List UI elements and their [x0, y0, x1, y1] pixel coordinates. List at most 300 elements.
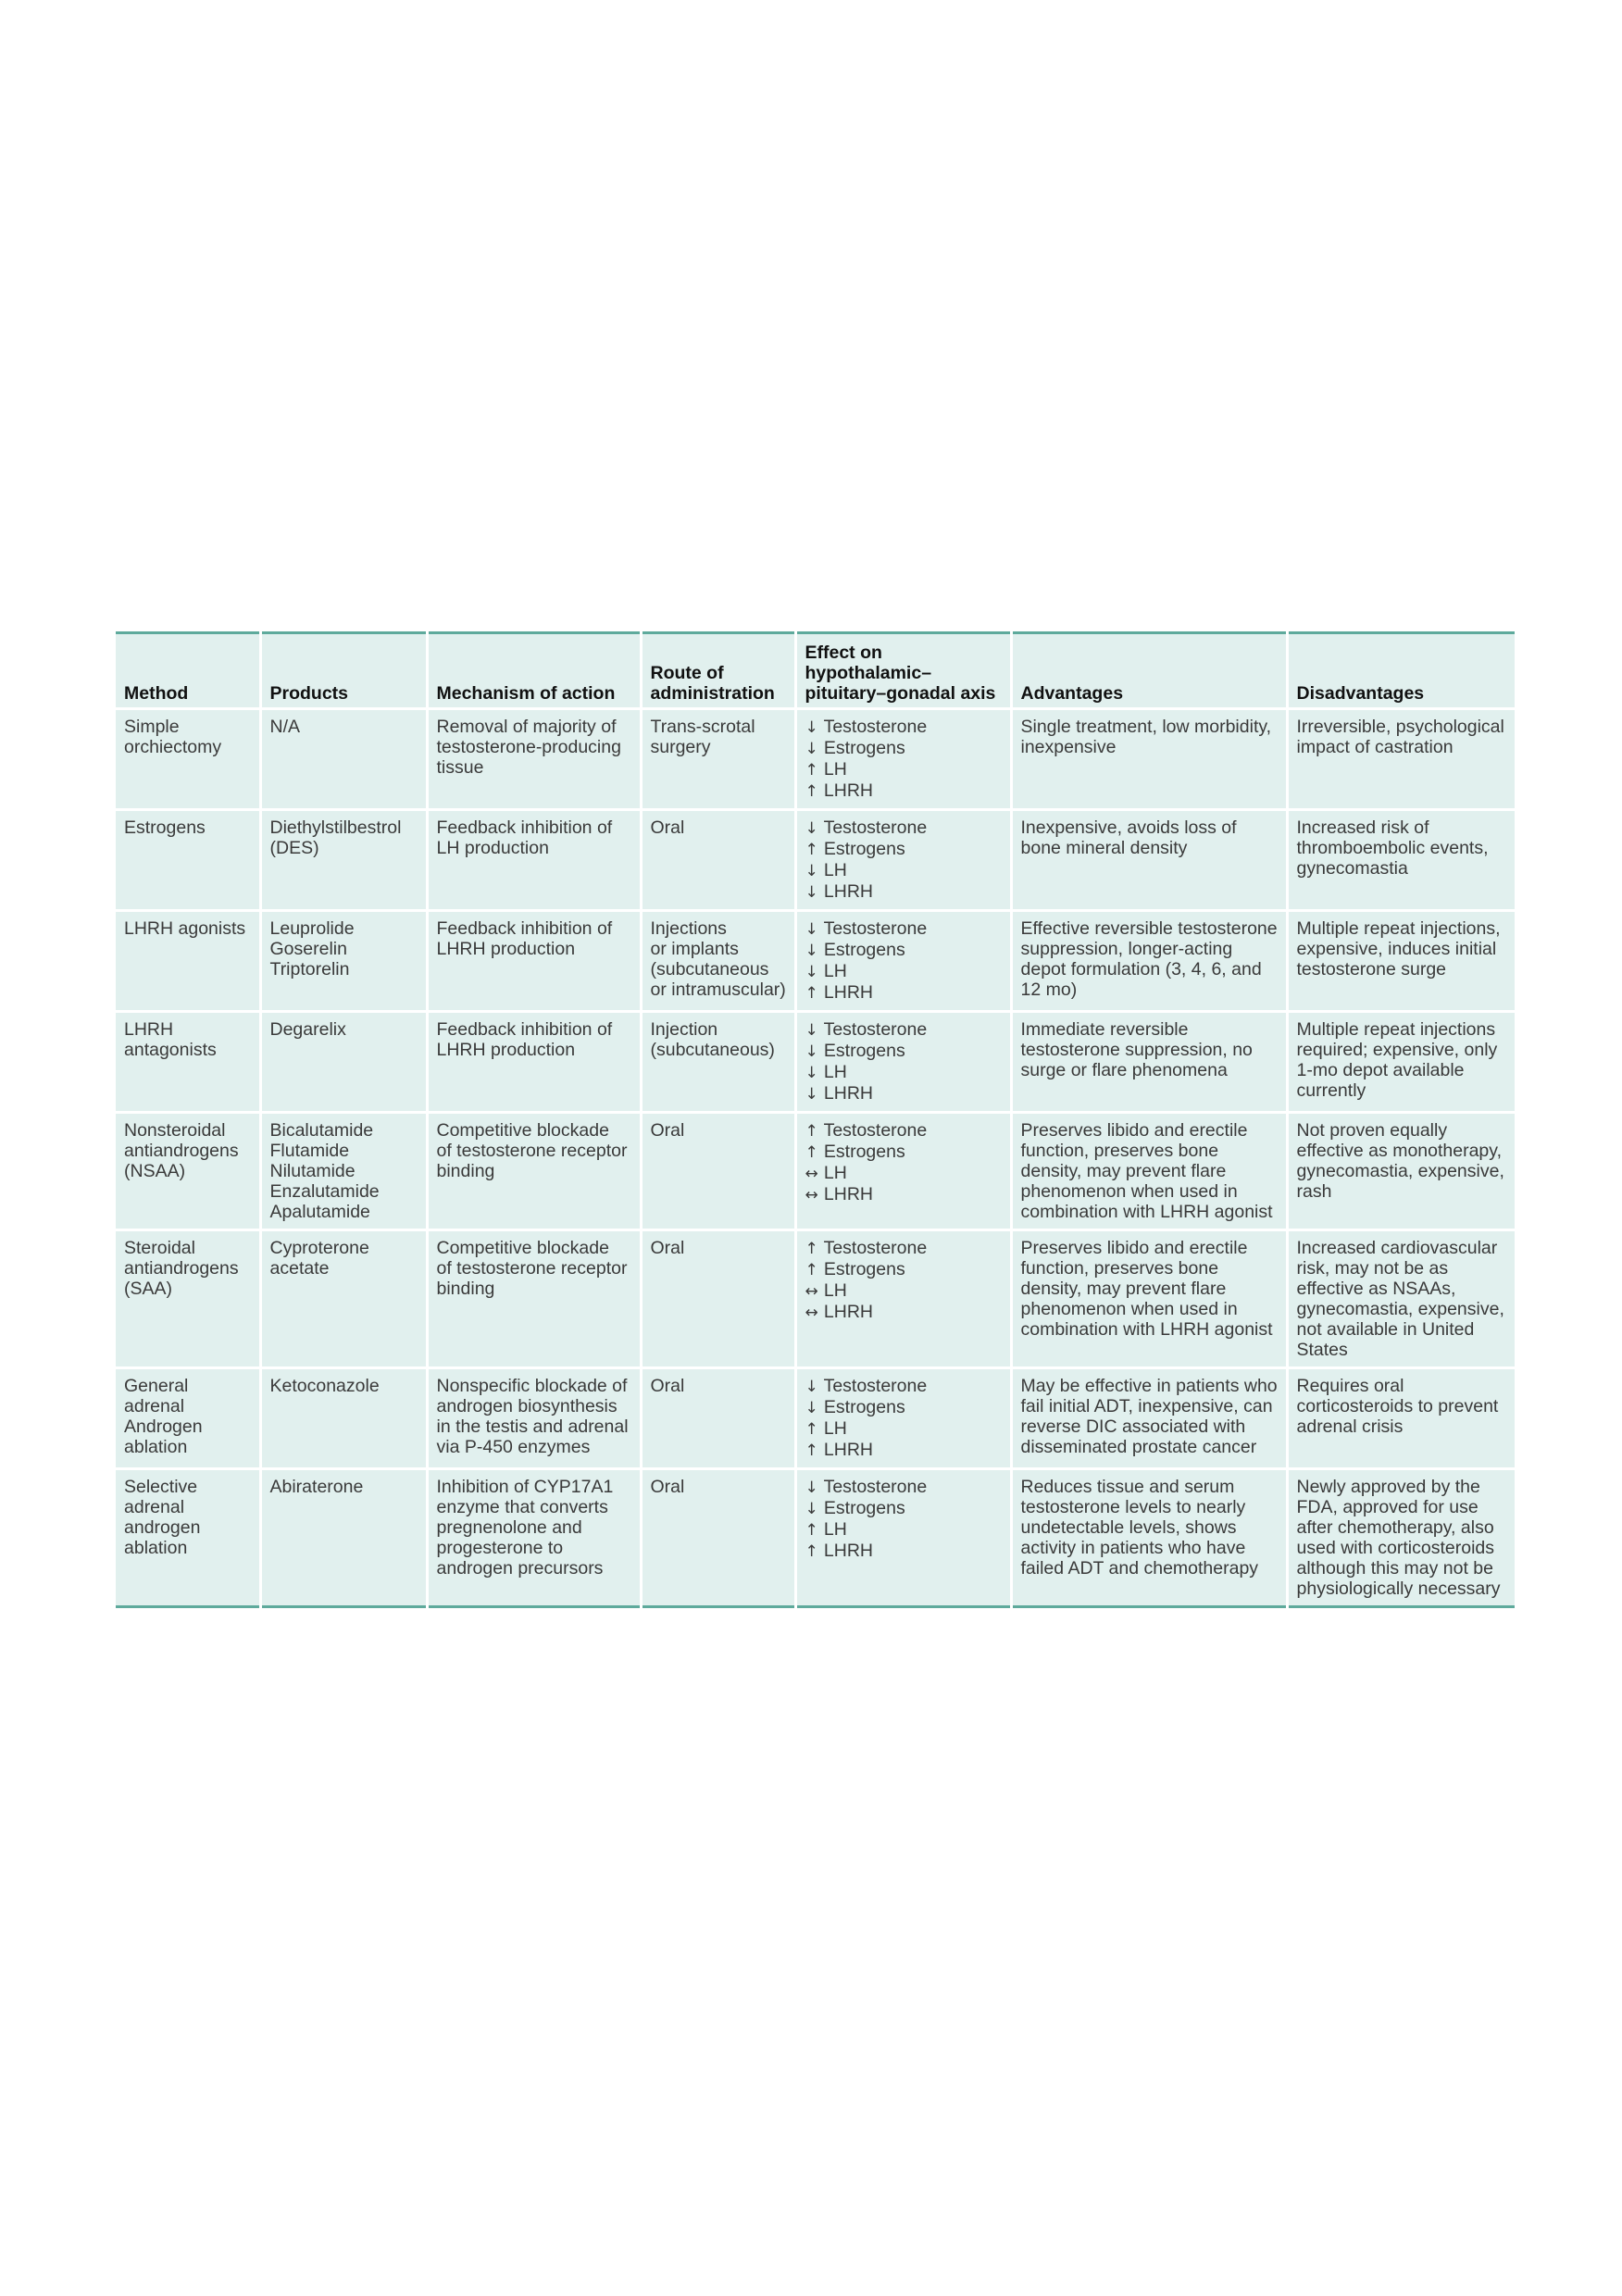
effect-line [805, 1519, 1003, 1541]
cell-method-line: antiandrogens [124, 1141, 239, 1161]
cell-route-line: Oral [650, 1238, 685, 1258]
cell-products-line: Enzalutamide [269, 1181, 380, 1202]
cell-products-line: Apalutamide [269, 1202, 370, 1222]
cell-products-line: Degarelix [269, 1019, 346, 1040]
effect-label: Testosterone [818, 1477, 928, 1497]
cell-advantages-line: 12 mo) [1020, 980, 1078, 1000]
cell-disadvantages-line: 1-mo depot available [1296, 1060, 1465, 1080]
cell-disadvantages-line: corticosteroids to prevent [1296, 1396, 1499, 1416]
table-row [116, 1368, 1515, 1469]
effect-line [805, 1019, 1003, 1041]
cell-products [260, 1469, 427, 1607]
effect-line [805, 940, 1003, 961]
effect-arrow-icon: ↑ [805, 984, 818, 1003]
effect-arrow-icon: ↑ [805, 1122, 818, 1141]
cell-advantages-line: function, preserves bone [1020, 1141, 1219, 1161]
effect-arrow-icon: ↔ [805, 1304, 818, 1322]
cell-method-line: antagonists [124, 1040, 217, 1060]
cell-disadvantages [1287, 1368, 1515, 1469]
cell-disadvantages-line: gynecomastia [1296, 858, 1408, 879]
cell-effect [795, 911, 1011, 1012]
cell-mechanism-line: progesterone to [436, 1538, 564, 1558]
effect-line [805, 1142, 1003, 1163]
cell-disadvantages-line: gynecomastia, expensive, [1296, 1299, 1504, 1319]
cell-advantages [1011, 709, 1287, 810]
cell-mechanism-line: Nonspecific blockade of [436, 1376, 628, 1396]
cell-products-line: N/A [269, 717, 301, 737]
cell-advantages-line: reverse DIC associated with [1020, 1416, 1246, 1437]
cell-method-line: ablation [124, 1437, 188, 1457]
header-line: Route of [650, 663, 724, 683]
cell-method [116, 1012, 260, 1113]
header-method [116, 633, 260, 709]
cell-advantages [1011, 1368, 1287, 1469]
cell-advantages-line: suppression, longer-acting [1020, 939, 1233, 959]
cell-products-line: Flutamide [269, 1141, 350, 1161]
cell-method [116, 810, 260, 911]
cell-mechanism [427, 911, 641, 1012]
cell-method-line: Simple [124, 717, 180, 737]
table-header-row [116, 633, 1515, 709]
cell-route [641, 1012, 795, 1113]
cell-disadvantages [1287, 1469, 1515, 1607]
adt-methods-table [116, 631, 1515, 1608]
header-line: Effect on [805, 643, 882, 663]
cell-advantages-line: Preserves libido and erectile [1020, 1238, 1248, 1258]
cell-disadvantages-line: expensive, induces initial [1296, 939, 1497, 959]
cell-method-line: (SAA) [124, 1279, 173, 1299]
cell-advantages-line: fail initial ADT, inexpensive, can [1020, 1396, 1273, 1416]
cell-mechanism-line: of testosterone receptor [436, 1141, 628, 1161]
cell-advantages-line: combination with LHRH agonist [1020, 1319, 1273, 1340]
cell-products [260, 810, 427, 911]
cell-disadvantages [1287, 911, 1515, 1012]
effect-line [805, 1062, 1003, 1083]
cell-disadvantages-line: not available in United [1296, 1319, 1475, 1340]
header-line: hypothalamic– [805, 663, 932, 683]
cell-effect [795, 1113, 1011, 1230]
effect-arrow-icon: ↑ [805, 1261, 818, 1279]
cell-advantages [1011, 1113, 1287, 1230]
cell-route [641, 1368, 795, 1469]
effect-arrow-icon: ↓ [805, 942, 818, 960]
effect-line [805, 918, 1003, 940]
effect-arrow-icon: ↔ [805, 1186, 818, 1204]
table-row [116, 1469, 1515, 1607]
effect-label: LH [818, 1418, 847, 1439]
cell-route [641, 1230, 795, 1368]
cell-method-line: LHRH agonists [124, 918, 246, 939]
cell-disadvantages-line: Increased risk of [1296, 817, 1429, 838]
cell-disadvantages-line: although this may not be [1296, 1558, 1493, 1578]
effect-label: LHRH [818, 881, 874, 902]
cell-products-line: (DES) [269, 838, 319, 858]
cell-products-line: Leuprolide [269, 918, 355, 939]
cell-mechanism-line: pregnenolone and [436, 1517, 582, 1538]
effect-arrow-icon: ↑ [805, 1542, 818, 1561]
cell-disadvantages-line: rash [1296, 1181, 1332, 1202]
cell-disadvantages-line: States [1296, 1340, 1348, 1360]
cell-disadvantages-line: adrenal crisis [1296, 1416, 1404, 1437]
table-row [116, 709, 1515, 810]
effect-label: Estrogens [818, 1259, 905, 1279]
cell-effect [795, 1368, 1011, 1469]
effect-line [805, 717, 1003, 738]
cell-disadvantages [1287, 709, 1515, 810]
cell-advantages-line: Preserves libido and erectile [1020, 1120, 1248, 1141]
effect-arrow-icon: ↓ [805, 920, 818, 939]
header-line: Method [124, 683, 189, 704]
effect-line [805, 1302, 1003, 1323]
effect-label: LHRH [818, 1083, 874, 1104]
effect-arrow-icon: ↓ [805, 883, 818, 902]
cell-disadvantages-line: Multiple repeat injections, [1296, 918, 1501, 939]
effect-line [805, 860, 1003, 881]
header-line: Products [269, 683, 349, 704]
cell-route-line: Trans-scrotal [650, 717, 755, 737]
effect-line [805, 1498, 1003, 1519]
effect-arrow-icon: ↓ [805, 862, 818, 880]
effect-label: Estrogens [818, 839, 905, 859]
cell-advantages-line: inexpensive [1020, 737, 1117, 757]
cell-advantages-line: undetectable levels, shows [1020, 1517, 1237, 1538]
cell-route-line: surgery [650, 737, 711, 757]
table-row [116, 911, 1515, 1012]
cell-mechanism-line: testosterone-producing [436, 737, 621, 757]
cell-advantages-line: phenomenon when used in [1020, 1181, 1238, 1202]
cell-advantages-line: bone mineral density [1020, 838, 1188, 858]
header-line: Disadvantages [1296, 683, 1425, 704]
header-line: administration [650, 683, 775, 704]
cell-products-line: Nilutamide [269, 1161, 356, 1181]
effect-line [805, 817, 1003, 839]
cell-method [116, 1469, 260, 1607]
effect-line [805, 1163, 1003, 1184]
effect-arrow-icon: ↑ [805, 841, 818, 859]
header-mechanism [427, 633, 641, 709]
effect-arrow-icon: ↓ [805, 1064, 818, 1082]
effect-label: LH [818, 1519, 847, 1540]
cell-disadvantages [1287, 1230, 1515, 1368]
cell-advantages-line: phenomenon when used in [1020, 1299, 1238, 1319]
cell-method-line: adrenal [124, 1497, 185, 1517]
cell-advantages [1011, 911, 1287, 1012]
effect-arrow-icon: ↔ [805, 1282, 818, 1301]
cell-advantages-line: Effective reversible testosterone [1020, 918, 1278, 939]
cell-mechanism-line: enzyme that converts [436, 1497, 608, 1517]
cell-mechanism-line: LHRH production [436, 939, 576, 959]
cell-advantages-line: May be effective in patients who [1020, 1376, 1278, 1396]
cell-route [641, 709, 795, 810]
cell-effect [795, 810, 1011, 911]
cell-advantages [1011, 1012, 1287, 1113]
cell-route-line: (subcutaneous [650, 959, 769, 980]
cell-products [260, 709, 427, 810]
cell-method [116, 709, 260, 810]
effect-line [805, 839, 1003, 860]
cell-mechanism [427, 1230, 641, 1368]
cell-products-line: Ketoconazole [269, 1376, 380, 1396]
cell-disadvantages-line: physiologically necessary [1296, 1578, 1501, 1599]
effect-label: Testosterone [818, 1120, 928, 1141]
effect-arrow-icon: ↓ [805, 1042, 818, 1061]
effect-line [805, 738, 1003, 759]
effect-arrow-icon: ↓ [805, 1500, 818, 1518]
cell-advantages-line: disseminated prostate cancer [1020, 1437, 1257, 1457]
header-route [641, 633, 795, 709]
cell-mechanism [427, 1368, 641, 1469]
header-line: Advantages [1020, 683, 1124, 704]
cell-advantages-line: function, preserves bone [1020, 1258, 1219, 1279]
cell-method-line: ablation [124, 1538, 188, 1558]
cell-mechanism-line: LH production [436, 838, 549, 858]
cell-route-line: (subcutaneous) [650, 1040, 775, 1060]
cell-mechanism-line: androgen precursors [436, 1558, 604, 1578]
header-effect [795, 633, 1011, 709]
cell-disadvantages [1287, 810, 1515, 911]
cell-mechanism-line: in the testis and adrenal [436, 1416, 629, 1437]
cell-effect [795, 709, 1011, 810]
effect-arrow-icon: ↔ [805, 1165, 818, 1183]
cell-mechanism [427, 1113, 641, 1230]
cell-disadvantages-line: currently [1296, 1080, 1366, 1101]
table-row [116, 1113, 1515, 1230]
cell-advantages-line: activity in patients who have [1020, 1538, 1246, 1558]
effect-label: LHRH [818, 1541, 874, 1561]
cell-products [260, 1113, 427, 1230]
cell-disadvantages-line: Not proven equally [1296, 1120, 1448, 1141]
cell-products [260, 1368, 427, 1469]
cell-advantages-line: depot formulation (3, 4, 6, and [1020, 959, 1262, 980]
cell-disadvantages-line: Multiple repeat injections [1296, 1019, 1496, 1040]
cell-route-line: Oral [650, 1120, 685, 1141]
effect-arrow-icon: ↓ [805, 1021, 818, 1040]
header-products [260, 633, 427, 709]
effect-label: Estrogens [818, 1397, 905, 1417]
cell-advantages [1011, 810, 1287, 911]
header-line: Mechanism of action [436, 683, 616, 704]
cell-method-line: Selective [124, 1477, 198, 1497]
cell-method-line: Androgen [124, 1416, 203, 1437]
cell-mechanism-line: binding [436, 1279, 495, 1299]
effect-arrow-icon: ↓ [805, 963, 818, 981]
effect-line [805, 881, 1003, 903]
cell-mechanism-line: of testosterone receptor [436, 1258, 628, 1279]
effect-arrow-icon: ↑ [805, 1420, 818, 1439]
effect-line [805, 1376, 1003, 1397]
cell-method-line: LHRH [124, 1019, 174, 1040]
cell-advantages-line: failed ADT and chemotherapy [1020, 1558, 1259, 1578]
effect-label: LHRH [818, 1302, 874, 1322]
effect-line [805, 1397, 1003, 1418]
cell-disadvantages-line: testosterone surge [1296, 959, 1447, 980]
table-row [116, 1230, 1515, 1368]
cell-effect [795, 1469, 1011, 1607]
cell-mechanism-line: Competitive blockade [436, 1120, 609, 1141]
effect-label: LHRH [818, 780, 874, 801]
cell-products [260, 1230, 427, 1368]
cell-products [260, 1012, 427, 1113]
cell-route-line: or intramuscular) [650, 980, 786, 1000]
cell-disadvantages-line: after chemotherapy, also [1296, 1517, 1494, 1538]
cell-products-line: Goserelin [269, 939, 347, 959]
effect-label: Estrogens [818, 738, 905, 758]
effect-arrow-icon: ↑ [805, 1521, 818, 1540]
cell-disadvantages-line: Newly approved by the [1296, 1477, 1480, 1497]
cell-advantages-line: surge or flare phenomena [1020, 1060, 1228, 1080]
adt-table-container [116, 631, 1515, 1608]
cell-disadvantages-line: effective as monotherapy, [1296, 1141, 1502, 1161]
effect-line [805, 1120, 1003, 1142]
header-disadvantages [1287, 633, 1515, 709]
effect-label: Estrogens [818, 1142, 905, 1162]
effect-arrow-icon: ↑ [805, 761, 818, 780]
effect-arrow-icon: ↑ [805, 1240, 818, 1258]
cell-mechanism-line: Removal of majority of [436, 717, 617, 737]
cell-route-line: Oral [650, 817, 685, 838]
effect-line [805, 1541, 1003, 1562]
effect-label: Estrogens [818, 1041, 905, 1061]
cell-route [641, 1469, 795, 1607]
cell-advantages-line: Immediate reversible [1020, 1019, 1189, 1040]
cell-route [641, 911, 795, 1012]
cell-effect [795, 1230, 1011, 1368]
effect-line [805, 1440, 1003, 1461]
cell-route-line: Oral [650, 1477, 685, 1497]
effect-label: Testosterone [818, 717, 928, 737]
cell-effect [795, 1012, 1011, 1113]
effect-label: Testosterone [818, 817, 928, 838]
cell-disadvantages-line: impact of castration [1296, 737, 1454, 757]
effect-label: LHRH [818, 982, 874, 1003]
cell-route-line: Injections [650, 918, 727, 939]
effect-label: Testosterone [818, 1238, 928, 1258]
header-advantages [1011, 633, 1287, 709]
cell-method-line: Estrogens [124, 817, 206, 838]
cell-mechanism [427, 810, 641, 911]
effect-line [805, 1041, 1003, 1062]
cell-mechanism-line: androgen biosynthesis [436, 1396, 618, 1416]
cell-advantages-line: Inexpensive, avoids loss of [1020, 817, 1237, 838]
cell-method-line: Nonsteroidal [124, 1120, 226, 1141]
effect-line [805, 1259, 1003, 1280]
cell-products-line: Diethylstilbestrol [269, 817, 402, 838]
effect-line [805, 1238, 1003, 1259]
effect-arrow-icon: ↓ [805, 1479, 818, 1497]
cell-disadvantages-line: Irreversible, psychological [1296, 717, 1504, 737]
cell-advantages-line: Single treatment, low morbidity, [1020, 717, 1272, 737]
cell-disadvantages-line: used with corticosteroids [1296, 1538, 1495, 1558]
cell-advantages-line: Reduces tissue and serum [1020, 1477, 1235, 1497]
cell-mechanism [427, 1469, 641, 1607]
effect-arrow-icon: ↑ [805, 782, 818, 801]
effect-label: Testosterone [818, 1376, 928, 1396]
effect-line [805, 961, 1003, 982]
cell-products-line: Triptorelin [269, 959, 350, 980]
cell-advantages-line: combination with LHRH agonist [1020, 1202, 1273, 1222]
effect-line [805, 1477, 1003, 1498]
cell-mechanism-line: LHRH production [436, 1040, 576, 1060]
cell-mechanism [427, 1012, 641, 1113]
cell-route-line: Injection [650, 1019, 718, 1040]
effect-line [805, 780, 1003, 802]
cell-method-line: androgen [124, 1517, 201, 1538]
cell-products [260, 911, 427, 1012]
cell-method-line: orchiectomy [124, 737, 222, 757]
effect-label: LHRH [818, 1440, 874, 1460]
effect-arrow-icon: ↓ [805, 1378, 818, 1396]
effect-line [805, 1184, 1003, 1205]
cell-mechanism-line: via P-450 enzymes [436, 1437, 591, 1457]
effect-arrow-icon: ↓ [805, 819, 818, 838]
cell-route [641, 1113, 795, 1230]
cell-products-line: Cyproterone [269, 1238, 369, 1258]
cell-method [116, 1368, 260, 1469]
cell-mechanism-line: binding [436, 1161, 495, 1181]
cell-advantages-line: density, may prevent flare [1020, 1279, 1227, 1299]
effect-label: LHRH [818, 1184, 874, 1204]
cell-mechanism-line: Inhibition of CYP17A1 [436, 1477, 614, 1497]
cell-disadvantages-line: thromboembolic events, [1296, 838, 1489, 858]
effect-label: Testosterone [818, 918, 928, 939]
effect-label: Estrogens [818, 940, 905, 960]
cell-method [116, 1230, 260, 1368]
cell-mechanism-line: Feedback inhibition of [436, 918, 613, 939]
cell-mechanism-line: Competitive blockade [436, 1238, 609, 1258]
cell-advantages [1011, 1230, 1287, 1368]
table-row [116, 1012, 1515, 1113]
cell-products-line: Bicalutamide [269, 1120, 374, 1141]
cell-mechanism-line: tissue [436, 757, 484, 778]
effect-label: LH [818, 759, 847, 780]
effect-arrow-icon: ↓ [805, 718, 818, 737]
cell-disadvantages-line: Increased cardiovascular [1296, 1238, 1498, 1258]
effect-line [805, 1418, 1003, 1440]
cell-disadvantages [1287, 1113, 1515, 1230]
effect-line [805, 1083, 1003, 1104]
effect-arrow-icon: ↑ [805, 1143, 818, 1162]
cell-disadvantages [1287, 1012, 1515, 1113]
header-line: pituitary–gonadal axis [805, 683, 996, 704]
cell-disadvantages-line: effective as NSAAs, [1296, 1279, 1456, 1299]
cell-route-line: Oral [650, 1376, 685, 1396]
cell-advantages [1011, 1469, 1287, 1607]
effect-arrow-icon: ↑ [805, 1441, 818, 1460]
cell-method-line: Steroidal [124, 1238, 195, 1258]
cell-advantages-line: testosterone levels to nearly [1020, 1497, 1246, 1517]
cell-method [116, 911, 260, 1012]
effect-arrow-icon: ↓ [805, 1399, 818, 1417]
effect-arrow-icon: ↓ [805, 1085, 818, 1104]
cell-advantages-line: testosterone suppression, no [1020, 1040, 1253, 1060]
cell-advantages-line: density, may prevent flare [1020, 1161, 1227, 1181]
table-row [116, 810, 1515, 911]
effect-label: LH [818, 961, 847, 981]
cell-method [116, 1113, 260, 1230]
effect-arrow-icon: ↓ [805, 740, 818, 758]
cell-disadvantages-line: required; expensive, only [1296, 1040, 1498, 1060]
cell-disadvantages-line: gynecomastia, expensive, [1296, 1161, 1504, 1181]
cell-disadvantages-line: risk, may not be as [1296, 1258, 1449, 1279]
cell-mechanism-line: Feedback inhibition of [436, 1019, 613, 1040]
cell-mechanism [427, 709, 641, 810]
cell-method-line: General [124, 1376, 189, 1396]
effect-label: LH [818, 1280, 847, 1301]
effect-line [805, 1280, 1003, 1302]
effect-line [805, 759, 1003, 780]
cell-products-line: acetate [269, 1258, 330, 1279]
cell-mechanism-line: Feedback inhibition of [436, 817, 613, 838]
